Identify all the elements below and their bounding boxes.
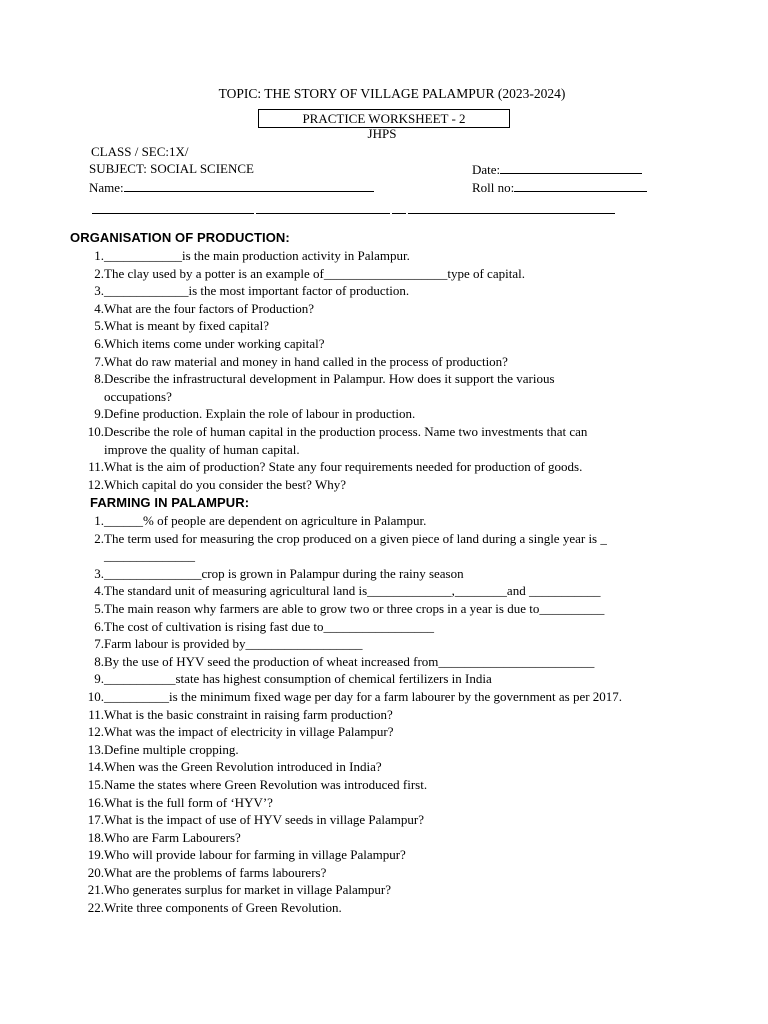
question-text: Which capital do you consider the best? Why?	[104, 476, 346, 492]
question-item-continuation	[72, 547, 672, 565]
question-text: When was the Green Revolution introduced in India?	[104, 759, 382, 775]
question-text: __________is the minimum fixed wage per day for a farm labourer by the government as per 2017.	[104, 688, 623, 704]
class-label: CLASS / SEC:1X/	[91, 144, 189, 159]
name-field	[89, 179, 374, 196]
question-item	[72, 317, 672, 335]
question-number: 7.	[94, 353, 104, 369]
question-item	[72, 335, 672, 353]
question-number: 4.	[94, 300, 104, 316]
question-text: Describe the role of human capital in the production process. Name two investments that can	[104, 423, 588, 439]
separator-line	[392, 213, 406, 214]
name-blank	[124, 179, 374, 192]
question-text: Who generates surplus for market in village Palampur?	[104, 882, 391, 898]
name-label: Name:	[89, 180, 124, 195]
question-number: 4.	[94, 583, 104, 599]
question-item	[72, 458, 672, 476]
roll-blank	[514, 179, 647, 192]
question-item	[72, 794, 672, 812]
question-item	[72, 635, 672, 653]
question-text: occupations?	[104, 388, 172, 404]
question-item	[72, 723, 672, 741]
question-item	[72, 776, 672, 794]
question-text: _____________is the most important factor of production.	[104, 283, 410, 299]
question-text: Farm labour is provided by__________________	[104, 636, 363, 652]
question-number: 2.	[94, 530, 104, 546]
question-item	[72, 899, 672, 917]
question-number: 10.	[87, 423, 104, 439]
section-heading-farming: FARMING IN PALAMPUR:	[90, 495, 250, 510]
question-text: Which items come under working capital?	[104, 335, 325, 351]
question-item	[72, 265, 672, 283]
school-name: JHPS	[367, 126, 397, 141]
question-item	[72, 670, 672, 688]
question-text: Define production. Explain the role of labour in production.	[104, 406, 416, 422]
question-number: 7.	[94, 636, 104, 652]
question-text: Describe the infrastructural development in Palampur. How does it support the various	[104, 371, 555, 387]
question-item	[72, 829, 672, 847]
question-text: By the use of HYV seed the production of wheat increased from________________________	[104, 653, 595, 669]
question-item	[72, 370, 672, 388]
question-text: ______________	[104, 548, 195, 564]
question-item	[72, 618, 672, 636]
question-number	[72, 441, 104, 459]
question-item-continuation	[72, 388, 672, 406]
question-text: What do raw material and money in hand called in the process of production?	[104, 353, 508, 369]
question-item	[72, 653, 672, 671]
question-number: 3.	[94, 565, 104, 581]
question-item	[72, 512, 672, 530]
question-item	[72, 758, 672, 776]
separator-line	[256, 213, 390, 214]
question-text: The main reason why farmers are able to grow two or three crops in a year is due to__________	[104, 600, 605, 616]
question-text: What is the basic constraint in raising farm production?	[104, 706, 393, 722]
date-label: Date:	[472, 162, 501, 177]
roll-field	[472, 179, 647, 196]
question-number: 9.	[94, 671, 104, 687]
question-text: What is the full form of ‘HYV’?	[104, 794, 273, 810]
question-text: The clay used by a potter is an example of___________________type of capital.	[104, 265, 525, 281]
question-item	[72, 864, 672, 882]
question-text: What is the aim of production? State any four requirements needed for production of goods.	[104, 459, 583, 475]
question-item	[72, 423, 672, 441]
question-item	[72, 282, 672, 300]
question-number: 19.	[87, 847, 104, 863]
question-number: 2.	[94, 265, 104, 281]
question-number	[72, 547, 104, 565]
date-field	[472, 161, 642, 178]
roll-label: Roll no:	[472, 180, 515, 195]
question-number: 14.	[87, 759, 104, 775]
question-number: 13.	[87, 741, 104, 757]
question-number: 18.	[87, 829, 104, 845]
question-item	[72, 846, 672, 864]
question-item	[72, 300, 672, 318]
question-text: Who will provide labour for farming in village Palampur?	[104, 847, 406, 863]
question-text: The standard unit of measuring agricultural land is_____________,________and ___________	[104, 583, 601, 599]
question-number: 17.	[87, 812, 104, 828]
organisation-question-list	[72, 247, 672, 493]
section-heading-organisation: ORGANISATION OF PRODUCTION:	[70, 230, 290, 245]
question-number: 8.	[94, 653, 104, 669]
question-text: Who are Farm Labourers?	[104, 829, 241, 845]
question-text: What is meant by fixed capital?	[104, 318, 269, 334]
question-number: 3.	[94, 283, 104, 299]
question-item	[72, 530, 672, 548]
question-number: 10.	[87, 688, 104, 704]
question-number: 11.	[88, 459, 104, 475]
question-number: 5.	[94, 318, 104, 334]
question-item	[72, 476, 672, 494]
separator-line	[92, 213, 254, 214]
subject-label: SUBJECT: SOCIAL SCIENCE	[89, 161, 255, 176]
question-text: What was the impact of electricity in village Palampur?	[104, 724, 394, 740]
question-number: 8.	[94, 371, 104, 387]
question-item-continuation	[72, 441, 672, 459]
question-number: 5.	[94, 600, 104, 616]
question-item	[72, 706, 672, 724]
question-text: improve the quality of human capital.	[104, 441, 300, 457]
question-text: What are the problems of farms labourers?	[104, 864, 327, 880]
question-item	[72, 582, 672, 600]
question-item	[72, 600, 672, 618]
question-number: 1.	[94, 513, 104, 528]
date-blank	[500, 161, 642, 174]
question-text: The cost of cultivation is rising fast due to_________________	[104, 618, 435, 634]
question-number: 21.	[87, 882, 104, 898]
question-number: 9.	[94, 406, 104, 422]
question-item	[72, 811, 672, 829]
question-text: Name the states where Green Revolution was introduced first.	[104, 776, 428, 792]
question-item	[72, 881, 672, 899]
question-item	[72, 247, 672, 265]
question-item	[72, 353, 672, 371]
question-number: 6.	[94, 335, 104, 351]
separator-line	[408, 213, 615, 214]
question-number	[72, 388, 104, 406]
question-text: What are the four factors of Production?	[104, 300, 315, 316]
question-item	[72, 688, 672, 706]
question-text: _______________crop is grown in Palampur during the rainy season	[104, 565, 464, 581]
farming-question-list	[72, 512, 672, 917]
question-item	[72, 565, 672, 583]
question-number: 15.	[87, 776, 104, 792]
question-item	[72, 405, 672, 423]
question-text: Define multiple cropping.	[104, 741, 239, 757]
question-text: ______% of people are dependent on agriculture in Palampur.	[104, 513, 427, 528]
question-text: ____________is the main production activity in Palampur.	[104, 248, 410, 263]
question-item	[72, 741, 672, 759]
worksheet-topic: TOPIC: THE STORY OF VILLAGE PALAMPUR (2023-2024)	[218, 86, 566, 101]
question-text: The term used for measuring the crop produced on a given piece of land during a single year is _	[104, 530, 607, 546]
question-number: 16.	[87, 794, 104, 810]
question-text: ___________state has highest consumption of chemical fertilizers in India	[104, 671, 492, 687]
question-number: 12.	[87, 476, 104, 492]
question-number: 1.	[94, 248, 104, 263]
question-text: What is the impact of use of HYV seeds in village Palampur?	[104, 812, 424, 828]
question-number: 6.	[94, 618, 104, 634]
question-number: 22.	[87, 900, 104, 916]
question-number: 20.	[87, 864, 104, 880]
worksheet-title-box: PRACTICE WORKSHEET - 2	[258, 109, 510, 128]
question-text: Write three components of Green Revolution.	[104, 900, 342, 916]
question-number: 12.	[87, 724, 104, 740]
question-number: 11.	[88, 706, 104, 722]
